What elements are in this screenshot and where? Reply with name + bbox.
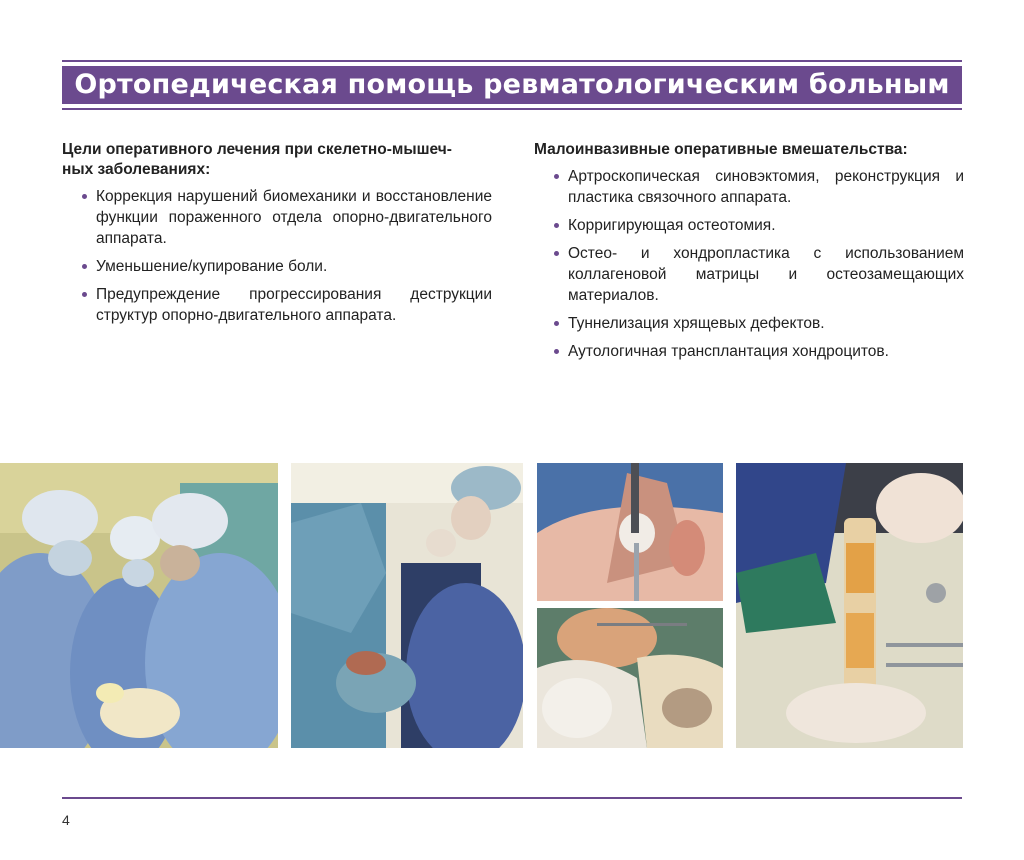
photo-arthroscopy — [537, 463, 723, 601]
bullet-icon — [554, 223, 559, 228]
photo-cartilage-repair — [537, 608, 723, 748]
top-rule-lower — [62, 108, 962, 110]
surgery-goals-list — [62, 186, 492, 326]
minimally-invasive-heading: Малоинвазивные оперативные вмешательства: — [534, 141, 908, 158]
surgery-goals-section — [62, 140, 492, 333]
top-rule-upper — [62, 60, 962, 62]
minimally-invasive-section — [534, 140, 964, 369]
page-number: 4 — [62, 812, 70, 828]
list-item: Предупреждение прогрессирования деструкции структур опорно-двигательного аппарата. — [82, 284, 492, 326]
bullet-icon — [82, 194, 87, 199]
list-item: Туннелизация хрящевых дефектов. — [554, 313, 964, 334]
list-item: Корригирующая остеотомия. — [554, 215, 964, 236]
list-item: Аутологичная трансплантация хондроцитов. — [554, 341, 964, 362]
photo-syringe-matrix — [736, 463, 963, 748]
bottom-rule — [62, 797, 962, 799]
photo-surgical-team — [0, 463, 278, 748]
surgery-goals-heading: Цели оперативного лечения при скелетно-мышеч- ных заболеваниях: — [62, 141, 452, 178]
list-item: Коррекция нарушений биомеханики и восстановление функции пораженного отдела опорно-двигательного аппарата. — [82, 186, 492, 249]
bullet-icon — [82, 292, 87, 297]
list-item: Артроскопическая синовэктомия, реконструкция и пластика связочного аппарата. — [554, 166, 964, 208]
photo-operating-room — [291, 463, 523, 748]
bullet-icon — [554, 174, 559, 179]
bullet-icon — [82, 264, 87, 269]
bullet-icon — [554, 251, 559, 256]
minimally-invasive-list — [534, 166, 964, 362]
list-item: Уменьшение/купирование боли. — [82, 256, 492, 277]
bullet-icon — [554, 349, 559, 354]
page-title: Ортопедическая помощь ревматологическим больным — [62, 66, 962, 104]
list-item: Остео- и хондропластика с использованием коллагеновой матрицы и остеозамещающих материалов. — [554, 243, 964, 306]
bullet-icon — [554, 321, 559, 326]
